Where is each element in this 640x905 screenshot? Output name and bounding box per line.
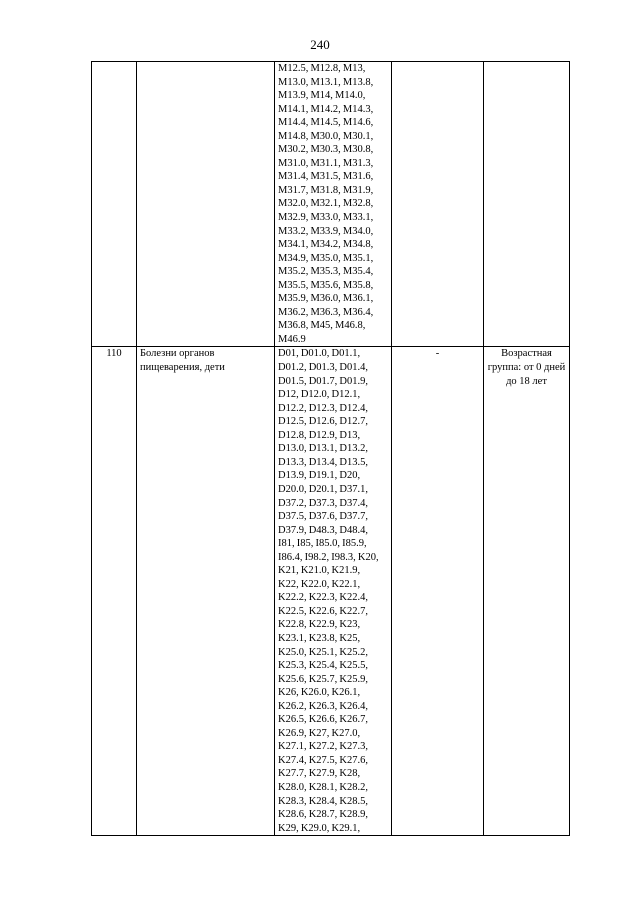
diagnosis-codes-cell: M12.5, M12.8, M13, M13.0, M13.1, M13.8, M13.9, M14, M14.0, M14.1, M14.2, M14.3, M14.4, M14.5, M14.6, M14.8, M30.0, M30.1, M30.2, M30.3, M30.8, M31.0, M31.1, M31.3, M31.4, M31.5, M31.6, M31.7, M31.8, M31.9, M32.0, M32.1, M32.8, M32.9, M33.0, M33.1, M33.2, M33.9, M34.0, M34.1, M34.2, M34.8, M34.9, M35.0, M35.1, M35.2, M35.3, M35.4, M35.5, M35.6, M35.8, M35.9, M36.0, M36.1, M36.2, M36.3, M36.4, M36.8, M45, M46.8, M46.9 <box>275 62 392 347</box>
row-number-cell: 110 <box>92 347 137 836</box>
diagnosis-codes-cell: D01, D01.0, D01.1, D01.2, D01.3, D01.4, D01.5, D01.7, D01.9, D12, D12.0, D12.1, D12.2, D12.3, D12.4, D12.5, D12.6, D12.7, D12.8, D12.9, D13, D13.0, D13.1, D13.2, D13.3, D13.4, D13.5, D13.9, D19.1, D20, D20.0, D20.1, D37.1, D37.2, D37.3, D37.4, D37.5, D37.6, D37.7, D37.9, D48.3, D48.4, I81, I85, I85.0, I85.9, I86.4, I98.2, I98.3, K20, K21, K21.0, K21.9, K22, K22.0, K22.1, K22.2, K22.3, K22.4, K22.5, K22.6, K22.7, K22.8, K22.9, K23, K23.1, K23.8, K25, K25.0, K25.1, K25.2, K25.3, K25.4, K25.5, K25.6, K25.7, K25.9, K26, K26.0, K26.1, K26.2, K26.3, K26.4, K26.5, K26.6, K26.7, K26.9, K27, K27.0, K27.1, K27.2, K27.3, K27.4, K27.5, K27.6, K27.7, K27.9, K28, K28.0, K28.1, K28.2, K28.3, K28.4, K28.5, K28.6, K28.7, K28.9, K29, K29.0, K29.1, <box>275 347 392 836</box>
other-criteria-cell <box>484 62 570 347</box>
other-criteria-cell: Возрастная группа: от 0 дней до 18 лет <box>484 347 570 836</box>
table-row <box>92 62 570 347</box>
table-row <box>92 347 570 836</box>
group-name-cell <box>137 62 275 347</box>
tariff-table <box>91 61 570 836</box>
additional-criteria-cell <box>392 62 484 347</box>
additional-criteria-cell: - <box>392 347 484 836</box>
page-number: 240 <box>310 37 330 52</box>
group-name-cell: Болезни органов пищеварения, дети <box>137 347 275 836</box>
row-number-cell <box>92 62 137 347</box>
